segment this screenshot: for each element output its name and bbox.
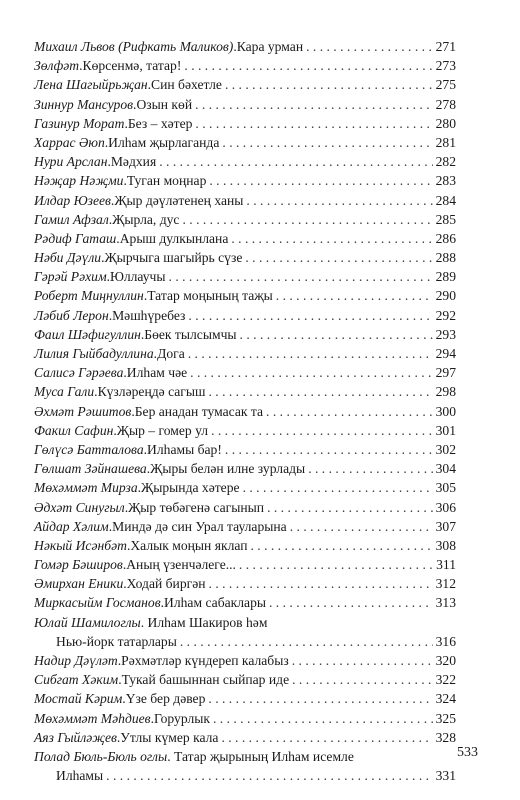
toc-entry [34, 709, 456, 728]
toc-page-number: 275 [435, 77, 456, 93]
toc-page-number: 304 [435, 461, 456, 477]
toc-page-number: 290 [435, 288, 456, 304]
toc-author: Роберт Миңнуллин [34, 288, 144, 304]
toc-author: Аяз Гыйләҗев [34, 729, 117, 745]
toc-entry [34, 421, 456, 440]
toc-page-number: 320 [435, 653, 456, 668]
toc-author: Әдхәт Синугыл [34, 499, 125, 515]
toc-title: Җыр дәүләтенең ханы [114, 192, 244, 208]
toc-page-number: 331 [435, 768, 456, 784]
toc-author: Харрас Әюп [34, 134, 105, 150]
toc-author: Юлай Шамилоглы [34, 614, 141, 630]
toc-author: Нәҗар Нәҗми [34, 173, 124, 189]
toc-separator: . [150, 710, 154, 726]
toc-author: Гөлүсә Батталова [34, 441, 144, 457]
toc-page-number: 283 [435, 173, 456, 189]
dot-leader [245, 248, 432, 267]
toc-title: Җыр – гомер ул [116, 422, 209, 438]
dot-leader [195, 95, 433, 114]
toc-entry [34, 593, 456, 612]
toc-title: Җыр төбәгенә сагынып [128, 499, 265, 515]
table-of-contents [34, 37, 456, 785]
toc-separator: . [107, 154, 111, 170]
toc-entry-continuation [34, 766, 456, 785]
toc-page-number: 325 [435, 710, 456, 726]
toc-author: Зөлфәт [34, 58, 80, 74]
toc-entry [34, 402, 456, 421]
toc-entry [34, 728, 456, 747]
toc-title: Үзе бер дәвер [125, 691, 206, 707]
toc-entry [34, 536, 456, 555]
toc-author: Айдар Хәлим [34, 518, 109, 534]
toc-page-number: 286 [435, 230, 456, 246]
toc-page-number: 294 [435, 346, 456, 361]
toc-author: Мөхәммәт Мирза [34, 480, 138, 496]
toc-separator: . [153, 346, 158, 361]
toc-separator: . [143, 441, 148, 457]
toc-entry [34, 517, 456, 536]
toc-title: Көрсенмә, татар! [82, 58, 182, 74]
toc-title: Бер анадан тумасак та [134, 403, 264, 419]
toc-entry [34, 440, 456, 459]
toc-author: Илдар Юзеев [34, 192, 111, 208]
toc-entry [34, 325, 456, 344]
toc-page-number: 285 [435, 211, 456, 227]
dot-leader [180, 632, 433, 651]
toc-author: Лилия Гыйбадуллина [34, 346, 154, 361]
dot-leader [290, 517, 433, 536]
toc-author: Гамил Афзал [34, 211, 109, 227]
toc-page-number: 311 [436, 557, 456, 573]
toc-title-continuation: Илһамы [56, 768, 104, 784]
toc-page-number: 292 [435, 307, 456, 323]
toc-title: Аның үзенчәлеге... [126, 557, 236, 573]
toc-entry [34, 747, 456, 766]
toc-title: Тукай башыннан сыйпар иде [121, 672, 290, 688]
toc-page-number: 273 [435, 58, 456, 74]
toc-author: Мостай Кәрим [34, 691, 123, 707]
toc-author: Гомәр Бәширов [34, 557, 123, 573]
toc-title: Мәшһүребез [112, 307, 186, 323]
toc-author: Михаил Львов (Рифкать Маликов) [34, 39, 234, 54]
dot-leader [292, 651, 433, 670]
toc-entry [34, 133, 456, 152]
toc-title: Күзләреңдә сагыш [97, 384, 206, 400]
toc-author: Салисә Гәрәева [34, 365, 124, 381]
toc-author: Газинур Морат [34, 115, 125, 131]
dot-leader [190, 363, 432, 382]
toc-page-number: 312 [435, 576, 456, 592]
toc-entry [34, 114, 456, 133]
dot-leader [208, 689, 432, 708]
toc-author: Әхмәт Рәшитов [34, 403, 132, 419]
dot-leader [240, 325, 433, 344]
toc-title: Ходай биргән [126, 576, 206, 592]
toc-author: Нури Арслан [34, 154, 108, 170]
toc-title: Илһамы бар! [147, 441, 222, 457]
toc-page-number: 280 [435, 115, 456, 131]
toc-title: Халык моңын яклап [130, 537, 248, 553]
toc-separator: . [79, 58, 83, 74]
toc-author: Лена Шагыйрьҗан [34, 77, 148, 93]
toc-entry [34, 152, 456, 171]
toc-entry [34, 306, 456, 325]
toc-page-number: 282 [435, 154, 456, 170]
dot-leader [209, 574, 433, 593]
toc-entry [34, 363, 456, 382]
toc-entry [34, 56, 456, 75]
dot-leader [188, 344, 433, 363]
dot-leader [225, 440, 433, 459]
toc-entry [34, 344, 456, 363]
toc-separator: . [108, 211, 113, 227]
toc-separator: . [108, 307, 113, 323]
toc-title: Утлы күмер кала [120, 729, 219, 745]
toc-entry [34, 75, 456, 94]
toc-page-number: 281 [435, 134, 456, 150]
toc-entry [34, 459, 456, 478]
toc-title: Горурлык [153, 710, 210, 726]
toc-title: Кара урман [236, 39, 304, 54]
dot-leader [169, 267, 433, 286]
dot-leader [195, 114, 432, 133]
toc-author: Нәби Дәүли [34, 250, 102, 266]
toc-page-number: 300 [435, 403, 456, 419]
toc-author: Мөхәммәт Мәһдиев [34, 710, 151, 726]
toc-entry [34, 574, 456, 593]
toc-author: Әмирхан Еники [34, 576, 124, 592]
toc-entry [34, 171, 456, 190]
toc-page-number: 278 [435, 96, 456, 112]
toc-separator: . [122, 691, 126, 707]
dot-leader [221, 728, 432, 747]
toc-author: Нәкый Исәнбәт [34, 537, 127, 553]
dot-leader [306, 37, 433, 56]
toc-separator: . [116, 729, 121, 745]
toc-page-number: 288 [435, 250, 456, 266]
toc-entry [34, 382, 456, 401]
toc-entry [34, 498, 456, 517]
toc-separator: . [117, 653, 122, 668]
dot-leader [231, 229, 432, 248]
toc-title: Илһам сабаклары [164, 595, 266, 611]
toc-separator: . [110, 192, 115, 208]
toc-title: Юллаучы [110, 269, 166, 285]
toc-author: Миркасыйм Госманов [34, 595, 161, 611]
toc-author: Гәрәй Рәхим [34, 269, 107, 285]
toc-title: Дога [157, 346, 185, 361]
dot-leader [246, 191, 432, 210]
toc-page-number: 305 [435, 480, 456, 496]
toc-title: Син бәхетле [151, 77, 222, 93]
dot-leader [266, 402, 433, 421]
toc-title: Татар җырының Илһам исемле [173, 748, 354, 764]
toc-entry [34, 670, 456, 689]
toc-page-number: 324 [435, 691, 456, 707]
dot-leader [208, 382, 432, 401]
toc-entry [34, 286, 456, 305]
toc-author: Муса Гали [34, 384, 95, 400]
toc-page-number: 271 [435, 39, 456, 54]
toc-title: Рәхмәтләр күндереп калабыз [121, 653, 289, 668]
dot-leader [222, 133, 432, 152]
toc-separator: . [140, 326, 145, 342]
toc-page-number: 328 [435, 729, 456, 745]
dot-leader [209, 171, 432, 190]
toc-separator: . [108, 518, 113, 534]
toc-page-number: 301 [435, 422, 456, 438]
dot-leader [184, 56, 432, 75]
toc-entry [34, 478, 456, 497]
toc-page-number: 297 [435, 365, 456, 381]
toc-title: Илһам чәе [126, 365, 188, 381]
toc-entry [34, 613, 456, 632]
toc-separator: . [146, 461, 151, 477]
toc-title: Арыш дулкынлана [119, 230, 229, 246]
toc-title: Җырында хәтере [141, 480, 240, 496]
toc-separator: . [116, 230, 120, 246]
toc-page-number: 307 [435, 518, 456, 534]
toc-page-number: 322 [435, 672, 456, 688]
dot-leader [276, 286, 433, 305]
dot-leader [213, 709, 433, 728]
toc-title: Илһам җырлаганда [108, 134, 220, 150]
dot-leader [250, 536, 432, 555]
toc-page-number: 293 [435, 326, 456, 342]
toc-entry [34, 267, 456, 286]
toc-separator: . [113, 422, 117, 438]
dot-leader [292, 670, 433, 689]
toc-separator: . [104, 134, 109, 150]
toc-separator: . [94, 384, 98, 400]
toc-title: Туган моңнар [126, 173, 207, 189]
dot-leader [159, 152, 432, 171]
toc-author: Зиннур Мансуров [34, 96, 134, 112]
toc-entry [34, 248, 456, 267]
toc-author: Гөлшат Зәйнашева [34, 461, 147, 477]
page-number: 533 [457, 745, 478, 760]
toc-entry [34, 210, 456, 229]
toc-title: Татар моңының таҗы [147, 288, 273, 304]
toc-author: Ләбиб Лерон [34, 307, 109, 323]
toc-separator: . [140, 614, 148, 630]
toc-page-number: 316 [435, 633, 456, 649]
toc-page-number: 289 [435, 269, 456, 285]
toc-page-number: 284 [435, 192, 456, 208]
dot-leader [308, 459, 432, 478]
toc-separator: . [106, 269, 111, 285]
toc-author: Сибгат Хәким [34, 672, 119, 688]
dot-leader [239, 555, 433, 574]
toc-author: Фаил Шәфигуллин [34, 326, 141, 342]
toc-author: Надир Дәүләт [34, 653, 118, 668]
toc-page-number: 302 [435, 441, 456, 457]
toc-title: Бөек тылсымчы [144, 326, 237, 342]
toc-separator: . [167, 748, 174, 764]
toc-separator: . [101, 250, 105, 266]
toc-entry [34, 651, 456, 670]
toc-page-number: 308 [435, 537, 456, 553]
toc-author: Факил Сафин [34, 422, 114, 438]
toc-page-number: 306 [435, 499, 456, 515]
toc-entry [34, 191, 456, 210]
toc-entry [34, 555, 456, 574]
dot-leader [106, 766, 432, 785]
toc-separator: . [118, 672, 122, 688]
dot-leader [269, 593, 433, 612]
toc-title: Без – хәтер [127, 115, 193, 131]
toc-title: Мәдхия [110, 154, 157, 170]
dot-leader [225, 75, 433, 94]
toc-separator: . [124, 115, 128, 131]
dot-leader [211, 421, 433, 440]
dot-leader [188, 306, 432, 325]
toc-separator: . [131, 403, 135, 419]
toc-separator: . [124, 499, 129, 515]
toc-separator: . [233, 39, 237, 54]
toc-separator: . [137, 480, 142, 496]
toc-separator: . [123, 365, 127, 381]
dot-leader [182, 210, 432, 229]
toc-author: Рәдиф Гаташ [34, 230, 117, 246]
toc-separator: . [160, 595, 165, 611]
toc-separator: . [147, 77, 152, 93]
toc-entry [34, 37, 456, 56]
toc-entry [34, 229, 456, 248]
toc-title: Озын көй [136, 96, 193, 112]
toc-entry [34, 689, 456, 708]
toc-title-continuation: Нью-йорк татарлары [56, 633, 177, 649]
toc-page-number: 313 [435, 595, 456, 611]
dot-leader [243, 478, 433, 497]
toc-title: Миндә дә син Урал тауларына [112, 518, 287, 534]
toc-title: Җыры белән илне зурлады [150, 461, 306, 477]
toc-separator: . [126, 537, 131, 553]
toc-title: Җырчыга шагыйрь сүзе [104, 250, 243, 266]
toc-entry-continuation [34, 632, 456, 651]
dot-leader [267, 498, 433, 517]
toc-separator: . [122, 557, 127, 573]
toc-entry [34, 95, 456, 114]
toc-separator: . [123, 576, 127, 592]
toc-author: Полад Бюль-Бюль оглы [34, 748, 168, 764]
toc-title: Илһам Шакиров һәм [147, 614, 268, 630]
toc-title: Җырла, дус [112, 211, 180, 227]
toc-separator: . [143, 288, 148, 304]
toc-separator: . [133, 96, 137, 112]
toc-separator: . [123, 173, 127, 189]
toc-page-number: 298 [435, 384, 456, 400]
